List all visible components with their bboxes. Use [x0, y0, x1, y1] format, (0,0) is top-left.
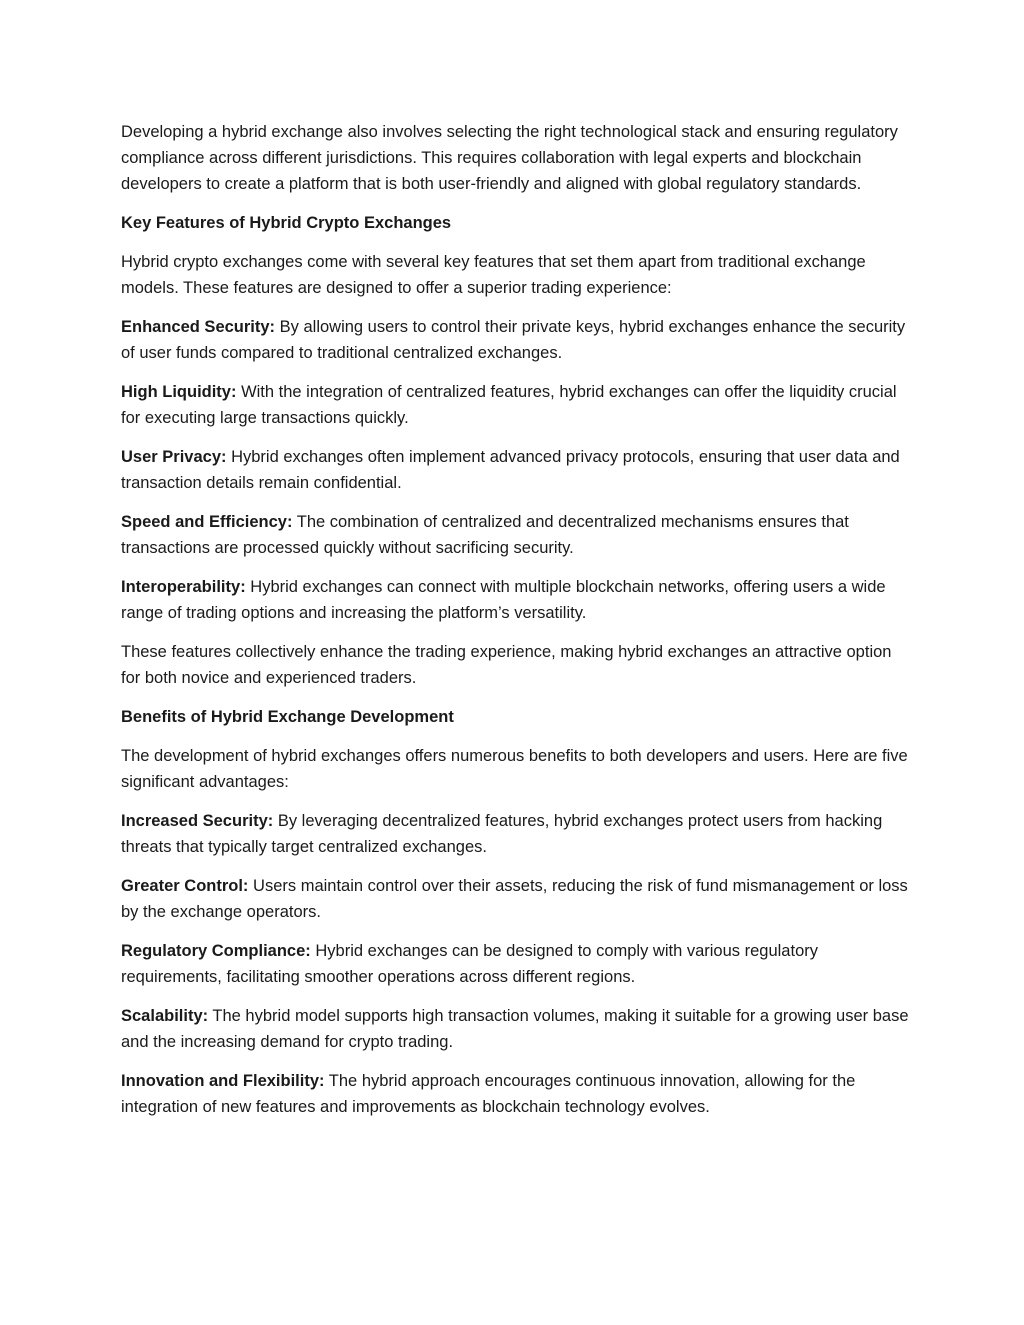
- feature-text: By allowing users to control their private keys, hybrid exchanges enhance the security of user funds compared to traditional centralized exchanges.: [121, 318, 906, 362]
- feature-item: [121, 574, 911, 626]
- benefit-text: By leveraging decentralized features, hybrid exchanges protect users from hacking threats that typically target centralized exchanges.: [121, 812, 883, 856]
- features-heading: Key Features of Hybrid Crypto Exchanges: [121, 214, 452, 232]
- feature-term: User Privacy:: [121, 448, 227, 466]
- benefit-item: [121, 808, 911, 860]
- benefits-intro: The development of hybrid exchanges offers numerous benefits to both developers and users. Here are five significant advantages:: [121, 747, 908, 791]
- benefit-item: [121, 938, 911, 990]
- feature-text: With the integration of centralized features, hybrid exchanges can offer the liquidity crucial for executing large transactions quickly.: [121, 383, 897, 427]
- features-intro: Hybrid crypto exchanges come with several key features that set them apart from traditional exchange models. These features are designed to offer a superior trading experience:: [121, 253, 866, 297]
- benefit-term: Increased Security:: [121, 812, 274, 830]
- benefit-item: [121, 1003, 911, 1055]
- benefit-item: [121, 873, 911, 925]
- benefit-text: Hybrid exchanges can be designed to comply with various regulatory requirements, facilitating smoother operations across different regions.: [121, 942, 818, 986]
- benefits-heading: Benefits of Hybrid Exchange Development: [121, 708, 454, 726]
- feature-item: [121, 379, 911, 431]
- features-closing: These features collectively enhance the trading experience, making hybrid exchanges an attractive option for both novice and experienced traders.: [121, 643, 892, 687]
- feature-text: Hybrid exchanges can connect with multiple blockchain networks, offering users a wide range of trading options and increasing the platform’s versatility.: [121, 578, 886, 622]
- feature-term: Interoperability:: [121, 578, 246, 596]
- benefit-text: The hybrid model supports high transaction volumes, making it suitable for a growing user base and the increasing demand for crypto trading.: [121, 1007, 909, 1051]
- intro-paragraph: Developing a hybrid exchange also involves selecting the right technological stack and ensuring regulatory compliance across different jurisdictions. This requires collaboration with legal experts and blockchain developers to create a platform that is both user-friendly and aligned with global regulatory standards.: [121, 123, 898, 193]
- feature-text: The combination of centralized and decentralized mechanisms ensures that transactions are processed quickly without sacrificing security.: [121, 513, 849, 557]
- feature-item: [121, 314, 911, 366]
- benefit-term: Innovation and Flexibility:: [121, 1072, 325, 1090]
- benefit-term: Greater Control:: [121, 877, 249, 895]
- benefit-text: Users maintain control over their assets, reducing the risk of fund mismanagement or loss by the exchange operators.: [121, 877, 908, 921]
- feature-text: Hybrid exchanges often implement advanced privacy protocols, ensuring that user data and transaction details remain confidential.: [121, 448, 900, 492]
- feature-item: [121, 444, 911, 496]
- benefit-term: Regulatory Compliance:: [121, 942, 311, 960]
- document-page: [121, 119, 911, 1133]
- feature-term: High Liquidity:: [121, 383, 237, 401]
- feature-term: Speed and Efficiency:: [121, 513, 293, 531]
- benefit-term: Scalability:: [121, 1007, 209, 1025]
- feature-item: [121, 509, 911, 561]
- benefit-text: The hybrid approach encourages continuous innovation, allowing for the integration of new features and improvements as blockchain technology evolves.: [121, 1072, 856, 1116]
- feature-term: Enhanced Security:: [121, 318, 276, 336]
- benefit-item: [121, 1068, 911, 1120]
